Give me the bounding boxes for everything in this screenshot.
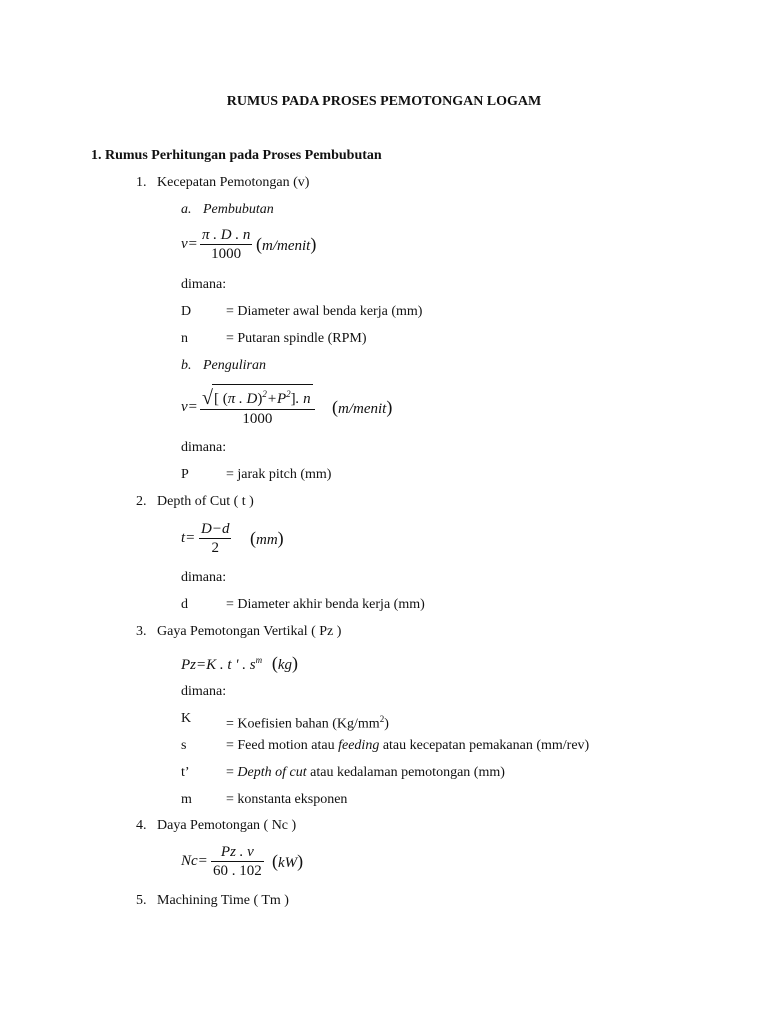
dimana-label: dimana:	[181, 440, 227, 455]
item-1a-label: Pembubutan	[203, 202, 274, 217]
def-text-s-italic: feeding	[338, 738, 380, 753]
formula-1a-unit-text: m/menit	[262, 238, 311, 254]
sqrt-body: [ (π . $D)^2+P^2$]. n	[212, 384, 313, 408]
def-symbol-d: d	[181, 597, 188, 612]
def-text-K-sup: 2	[379, 714, 385, 724]
def-symbol-K: K	[181, 711, 192, 726]
def-symbol-s: s	[181, 738, 187, 753]
square-root	[202, 384, 313, 408]
def-text-K	[226, 711, 389, 733]
def-symbol-P: P	[181, 467, 189, 482]
item-1a-letter: a.	[181, 202, 192, 217]
formula-1a-numerator: π . D . n	[202, 227, 251, 243]
formula-2-fraction	[199, 520, 231, 557]
formula-2-numerator: D−d	[201, 521, 230, 537]
item-1-heading: 1. Kecepatan Pemotongan (v)	[136, 175, 310, 190]
formula-1a-fraction	[200, 226, 252, 263]
def-text-D: = Diameter awal benda kerja (mm)	[226, 304, 423, 319]
def-text-s-post: atau kecepatan pemakanan (mm/rev)	[379, 738, 590, 753]
def-symbol-n: n	[181, 331, 188, 346]
def-text-K-close: )	[384, 716, 389, 732]
item-5-heading: 5. Machining Time ( Tm )	[136, 893, 289, 908]
formula-4-unit-text: kW	[278, 855, 298, 871]
formula-1b-unit-text: m/menit	[338, 401, 387, 417]
def-symbol-D: D	[181, 304, 192, 319]
dimana-label: dimana:	[181, 277, 227, 292]
formula-2-lhs: t=	[181, 530, 196, 546]
formula-2-unit-text: mm	[256, 532, 278, 548]
def-text-n: = Putaran spindle (RPM)	[226, 331, 367, 346]
def-text-m: = konstanta eksponen	[226, 792, 348, 807]
def-symbol-m: m	[181, 792, 192, 807]
def-text-s	[226, 738, 589, 754]
formula-1a-unit: (m/menit)	[256, 234, 317, 254]
def-symbol-t-prime: t’	[181, 765, 190, 780]
def-text-P: = jarak pitch (mm)	[226, 467, 332, 482]
formula-3: Pz=K . t ' . $s^m$ (kg)	[181, 653, 299, 673]
item-1b-letter: b.	[181, 358, 192, 373]
formula-4-denominator: 60 . 102	[213, 863, 262, 879]
def-text-d: = Diameter akhir benda kerja (mm)	[226, 597, 425, 612]
def-text-tp-pre: =	[226, 765, 238, 780]
def-text-t-prime	[226, 765, 505, 781]
formula-4-unit: (kW)	[272, 851, 304, 871]
formula-2-denominator: 2	[211, 540, 219, 556]
formula-1a-lhs: v=	[181, 236, 198, 252]
item-2-heading: 2. Depth of Cut ( t )	[136, 494, 254, 509]
item-1b-label: Penguliran	[203, 358, 266, 373]
formula-1a-denominator: 1000	[211, 246, 242, 262]
item-3-heading: 3. Gaya Pemotongan Vertikal ( Pz )	[136, 624, 342, 639]
item-4-heading: 4. Daya Pemotongan ( Nc )	[136, 818, 297, 833]
def-text-tp-post: atau kedalaman pemotongan (mm)	[306, 765, 505, 780]
formula-2-unit: (mm)	[250, 528, 284, 548]
formula-4-fraction	[211, 843, 264, 880]
formula-1b-fraction	[200, 384, 315, 428]
def-text-tp-italic: Depth of cut	[237, 765, 307, 780]
section-heading: 1. Rumus Perhitungan pada Proses Pembubutan	[91, 148, 382, 163]
formula-1b-denominator: 1000	[242, 411, 273, 427]
page-title: RUMUS PADA PROSES PEMOTONGAN LOGAM	[226, 94, 542, 109]
dimana-label: dimana:	[181, 570, 227, 585]
sqrt-sign-icon: √	[202, 387, 213, 409]
dimana-label: dimana:	[181, 684, 227, 699]
formula-1b-unit: (m/menit)	[332, 397, 393, 417]
def-text-K-main: = Koefisien bahan (Kg/mm	[226, 716, 380, 732]
formula-4-numerator: Pz . v	[220, 844, 254, 860]
formula-1b-lhs: v=	[181, 399, 198, 415]
formula-4-lhs: Nc=	[181, 853, 208, 869]
def-text-s-pre: = Feed motion atau	[226, 738, 339, 753]
formula-1b-numerator	[200, 384, 315, 409]
